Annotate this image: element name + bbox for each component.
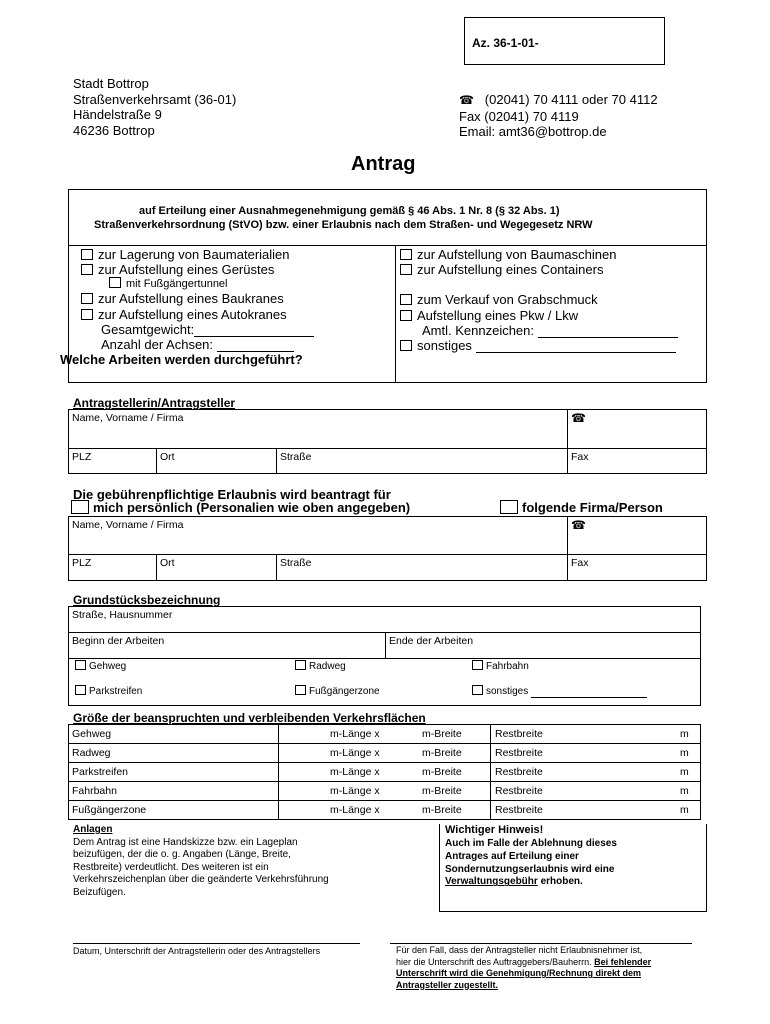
rest-width-unit: m <box>680 766 689 778</box>
checkbox[interactable] <box>500 500 518 514</box>
width-unit: m-Breite <box>422 766 462 778</box>
contact-phone: (02041) 70 4111 oder 70 4112 <box>484 92 658 107</box>
option-building-materials[interactable]: zur Lagerung von Baumaterialien <box>81 247 314 262</box>
surface-gehweg[interactable]: Gehweg <box>75 660 126 673</box>
checkbox[interactable] <box>81 249 93 260</box>
fee-heading: Die gebührenpflichtige Erlaubnis wird beantragt für <box>73 487 391 502</box>
fee-option-other[interactable]: folgende Firma/Person <box>500 500 663 515</box>
option-vehicle[interactable]: Aufstellung eines Pkw / Lkw <box>400 308 678 323</box>
option-construction-crane[interactable]: zur Aufstellung eines Baukranes <box>81 291 314 306</box>
applicant-name-field[interactable]: Name, Vorname / Firma <box>68 409 568 449</box>
width-unit: m-Breite <box>422 785 462 797</box>
notice-box <box>439 824 707 912</box>
checkbox[interactable] <box>400 294 412 305</box>
sender-city: Stadt Bottrop <box>73 76 149 91</box>
fee-city-field[interactable]: Ort <box>156 554 277 581</box>
subtitle-line-1: auf Erteilung einer Ausnahmegenehmigung gemäß § 46 Abs. 1 Nr. 8 (§ 32 Abs. 1) <box>139 205 560 217</box>
checkbox[interactable] <box>109 277 121 288</box>
area-rest-width-field[interactable] <box>490 781 701 801</box>
rest-width-unit: m <box>680 728 689 740</box>
signature-label[interactable]: Datum, Unterschrift der Antragstellerin oder des Antragstellers <box>73 946 321 956</box>
width-unit: m-Breite <box>422 747 462 759</box>
area-dimensions-field[interactable] <box>278 743 491 763</box>
purpose-right <box>400 247 678 353</box>
option-scaffold[interactable]: zur Aufstellung eines Gerüstes <box>81 262 314 277</box>
area-row-label[interactable] <box>68 762 279 782</box>
length-unit: m-Länge x <box>330 747 380 759</box>
width-unit: m-Breite <box>422 728 462 740</box>
footnote-block: Für den Fall, dass der Antragsteller nicht Erlaubnisnehmer ist, hier die Unterschrift des Auftraggebers/Bauherrn. Bei fehlender Unterschrift wird die Genehmigung/Rechnung direkt dem Antragsteller zugestellt. <box>396 945 652 990</box>
contact-block <box>459 92 658 140</box>
property-street-field[interactable]: Straße, Hausnummer <box>68 606 701 633</box>
sender-zip: 46236 Bottrop <box>73 122 155 138</box>
fee-phone-field[interactable] <box>567 516 707 555</box>
applicant-phone-field[interactable] <box>567 409 707 449</box>
area-row-label[interactable] <box>68 800 279 820</box>
license-plate-field[interactable]: Amtl. Kennzeichen: <box>400 323 678 338</box>
checkbox[interactable] <box>400 310 412 321</box>
area-rest-width-field[interactable] <box>490 762 701 782</box>
rest-width-unit: m <box>680 804 689 816</box>
fee-fax-field[interactable]: Fax <box>567 554 707 581</box>
checkbox[interactable] <box>295 660 306 670</box>
option-pedestrian-tunnel[interactable]: mit Fußgängertunnel <box>81 277 314 291</box>
checkbox[interactable] <box>400 249 412 260</box>
width-unit: m-Breite <box>422 804 462 816</box>
sender-office: Straßenverkehrsamt (36-01) <box>73 91 237 107</box>
surface-radweg[interactable]: Radweg <box>295 660 346 673</box>
area-row-label[interactable] <box>68 781 279 801</box>
work-question: Welche Arbeiten werden durchgeführt? <box>60 352 303 368</box>
checkbox[interactable] <box>472 685 483 695</box>
area-name: Gehweg <box>72 728 112 740</box>
rest-width-label: Restbreite <box>495 728 543 740</box>
telephone-icon: ☎ <box>571 411 586 425</box>
surface-type-box <box>68 658 701 706</box>
area-rest-width-field[interactable] <box>490 724 701 744</box>
area-rest-width-field[interactable] <box>490 800 701 820</box>
option-other[interactable]: sonstiges <box>400 338 678 353</box>
fee-street-field[interactable]: Straße <box>276 554 568 581</box>
telephone-icon: ☎ <box>459 93 474 107</box>
area-name: Radweg <box>72 747 111 759</box>
page-title: Antrag <box>351 153 416 175</box>
fee-zip-field[interactable]: PLZ <box>68 554 157 581</box>
checkbox[interactable] <box>81 309 93 320</box>
checkbox[interactable] <box>81 264 93 275</box>
notice-text: Auch im Falle der Ablehnung dieses Antrages auf Erteilung einer Sondernutzungserlaubnis wird eine Verwaltungsgebühr erhoben. <box>445 838 617 888</box>
option-container[interactable]: zur Aufstellung eines Containers <box>400 262 678 277</box>
rest-width-unit: m <box>680 785 689 797</box>
area-name: Parkstreifen <box>72 766 129 778</box>
area-row-label[interactable] <box>68 724 279 744</box>
notice-heading: Wichtiger Hinweis! <box>445 824 544 836</box>
surface-parkstreifen[interactable]: Parkstreifen <box>75 685 142 698</box>
checkbox[interactable] <box>81 293 93 304</box>
property-heading: Grundstücksbezeichnung <box>73 593 221 607</box>
length-unit: m-Länge x <box>330 766 380 778</box>
rest-width-label: Restbreite <box>495 747 543 759</box>
rest-width-unit: m <box>680 747 689 759</box>
length-unit: m-Länge x <box>330 728 380 740</box>
checkbox[interactable] <box>472 660 483 670</box>
contact-email: Email: amt36@bottrop.de <box>459 124 607 139</box>
applicant-heading: Antragstellerin/Antragsteller <box>73 396 236 410</box>
subtitle-box <box>68 189 707 246</box>
telephone-icon: ☎ <box>571 518 586 532</box>
area-name: Fußgängerzone <box>72 804 147 816</box>
checkbox[interactable] <box>295 685 306 695</box>
contact-fax: Fax (02041) 70 4119 <box>459 108 579 124</box>
area-dimensions-field[interactable] <box>278 762 491 782</box>
applicant-fax-field[interactable]: Fax <box>567 448 707 474</box>
rest-width-label: Restbreite <box>495 785 543 797</box>
file-number-box[interactable] <box>464 17 665 65</box>
fee-name-field[interactable]: Name, Vorname / Firma <box>68 516 568 555</box>
checkbox[interactable] <box>71 500 89 514</box>
checkbox[interactable] <box>400 264 412 275</box>
attachments-block: Anlagen Dem Antrag ist eine Handskizze bzw. ein Lageplan beizufügen, der die o. g. Angaben (Länge, Breite, Restbreite) verdeutlicht. Des weiteren ist ein Verkehrszeichenplan über die geänderte Verkehrsführung Beizufügen. <box>73 824 329 898</box>
checkbox[interactable] <box>400 340 412 351</box>
fee-option-self[interactable]: mich persönlich (Personalien wie oben angegeben) <box>71 500 410 515</box>
surface-fahrbahn[interactable]: Fahrbahn <box>472 660 529 673</box>
area-row-label[interactable] <box>68 743 279 763</box>
purpose-left <box>60 247 314 368</box>
area-name: Fahrbahn <box>72 785 117 797</box>
applicant-zip-field[interactable]: PLZ <box>68 448 157 474</box>
file-number: Az. 36-1-01- <box>472 36 539 50</box>
total-weight-field[interactable]: Gesamtgewicht: <box>81 322 314 337</box>
checkbox[interactable] <box>75 685 86 695</box>
sender-address <box>73 76 236 138</box>
area-dimensions-field[interactable] <box>278 800 491 820</box>
axle-count-field[interactable]: Anzahl der Achsen: <box>81 337 314 352</box>
sender-street: Händelstraße 9 <box>73 107 162 122</box>
attachments-heading: Anlagen <box>73 824 113 835</box>
work-begin-field[interactable]: Beginn der Arbeiten <box>68 632 386 659</box>
applicant-street-field[interactable]: Straße <box>276 448 568 474</box>
areas-heading: Größe der beanspruchten und verbleibenden Verkehrsflächen <box>73 711 426 725</box>
work-end-field[interactable]: Ende der Arbeiten <box>385 632 701 659</box>
length-unit: m-Länge x <box>330 804 380 816</box>
subtitle-line-2: Straßenverkehrsordnung (StVO) bzw. einer Erlaubnis nach dem Straßen- und Wegegesetz NRW <box>94 219 593 231</box>
applicant-city-field[interactable]: Ort <box>156 448 277 474</box>
rest-width-label: Restbreite <box>495 766 543 778</box>
checkbox[interactable] <box>75 660 86 670</box>
option-mobile-crane[interactable]: zur Aufstellung eines Autokranes <box>81 307 314 322</box>
area-rest-width-field[interactable] <box>490 743 701 763</box>
rest-width-label: Restbreite <box>495 804 543 816</box>
surface-sonstiges[interactable]: sonstiges <box>472 685 647 698</box>
area-dimensions-field[interactable] <box>278 781 491 801</box>
option-machines[interactable]: zur Aufstellung von Baumaschinen <box>400 247 678 262</box>
option-grave-decorations[interactable]: zum Verkauf von Grabschmuck <box>400 292 678 307</box>
surface-fussgaengerzone[interactable]: Fußgängerzone <box>295 685 380 698</box>
length-unit: m-Länge x <box>330 785 380 797</box>
area-dimensions-field[interactable] <box>278 724 491 744</box>
